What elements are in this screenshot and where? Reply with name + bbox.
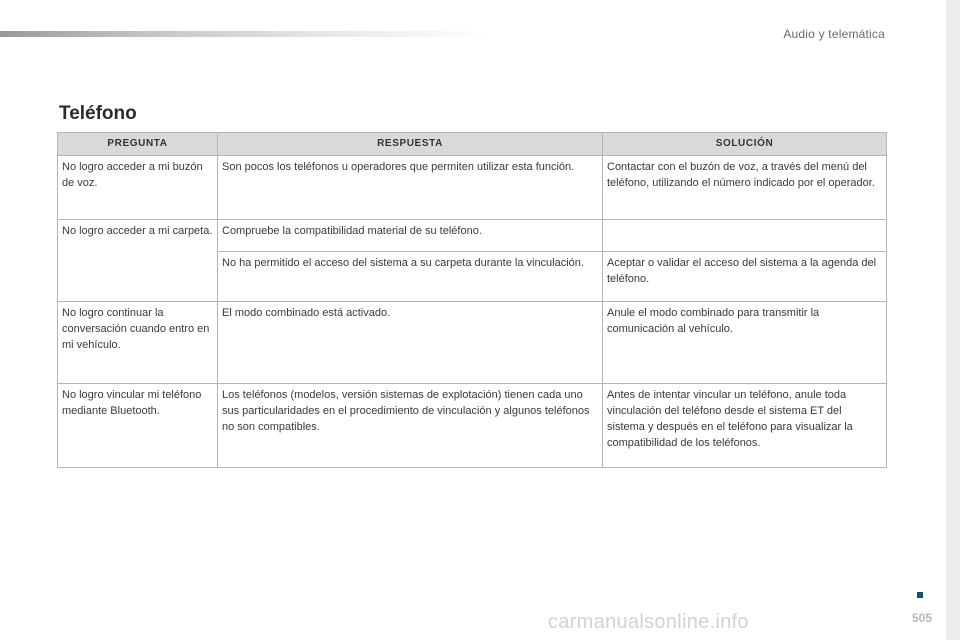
question-cell: No logro continuar la conversación cuando entro en mi vehículo.	[58, 302, 218, 384]
answer-cell: Los teléfonos (modelos, versión sistemas de explotación) tienen cada uno sus particularidades en el procedimiento de vinculación y algunos teléfonos no son compatibles.	[218, 384, 603, 468]
header-question: PREGUNTA	[58, 133, 218, 156]
answer-cell: No ha permitido el acceso del sistema a su carpeta durante la vinculación.	[218, 252, 603, 302]
table-row	[58, 302, 887, 384]
question-cell: No logro acceder a mi carpeta.	[58, 220, 218, 302]
solution-cell: Contactar con el buzón de voz, a través del menú del teléfono, utilizando el número indicado por el operador.	[603, 156, 887, 220]
page-marker-square	[917, 592, 923, 598]
table-row	[58, 220, 887, 252]
solution-cell: Anule el modo combinado para transmitir la comunicación al vehículo.	[603, 302, 887, 384]
question-cell: No logro acceder a mi buzón de voz.	[58, 156, 218, 220]
page-title: Teléfono	[59, 103, 137, 124]
question-cell: No logro vincular mi teléfono mediante Bluetooth.	[58, 384, 218, 468]
answer-cell: Compruebe la compatibilidad material de su teléfono.	[218, 220, 603, 252]
solution-cell: Aceptar o validar el acceso del sistema a la agenda del teléfono.	[603, 252, 887, 302]
page-number: 505	[912, 611, 933, 625]
table-header-row	[58, 133, 887, 156]
solution-cell	[603, 220, 887, 252]
page-edge-bar	[946, 0, 960, 640]
header-solution: SOLUCIÓN	[603, 133, 887, 156]
header-gradient-bar	[0, 31, 490, 37]
table-row	[58, 156, 887, 220]
answer-cell: Son pocos los teléfonos u operadores que permiten utilizar esta función.	[218, 156, 603, 220]
solution-cell: Antes de intentar vincular un teléfono, anule toda vinculación del teléfono desde el sistema ET del sistema y después en el teléfono para visualizar la compatibilidad de los teléfonos.	[603, 384, 887, 468]
answer-cell: El modo combinado está activado.	[218, 302, 603, 384]
section-label: Audio y telemática	[783, 27, 885, 41]
table-row	[58, 384, 887, 468]
faq-table	[57, 132, 887, 468]
watermark-text: carmanualsonline.info	[548, 611, 749, 633]
header-answer: RESPUESTA	[218, 133, 603, 156]
